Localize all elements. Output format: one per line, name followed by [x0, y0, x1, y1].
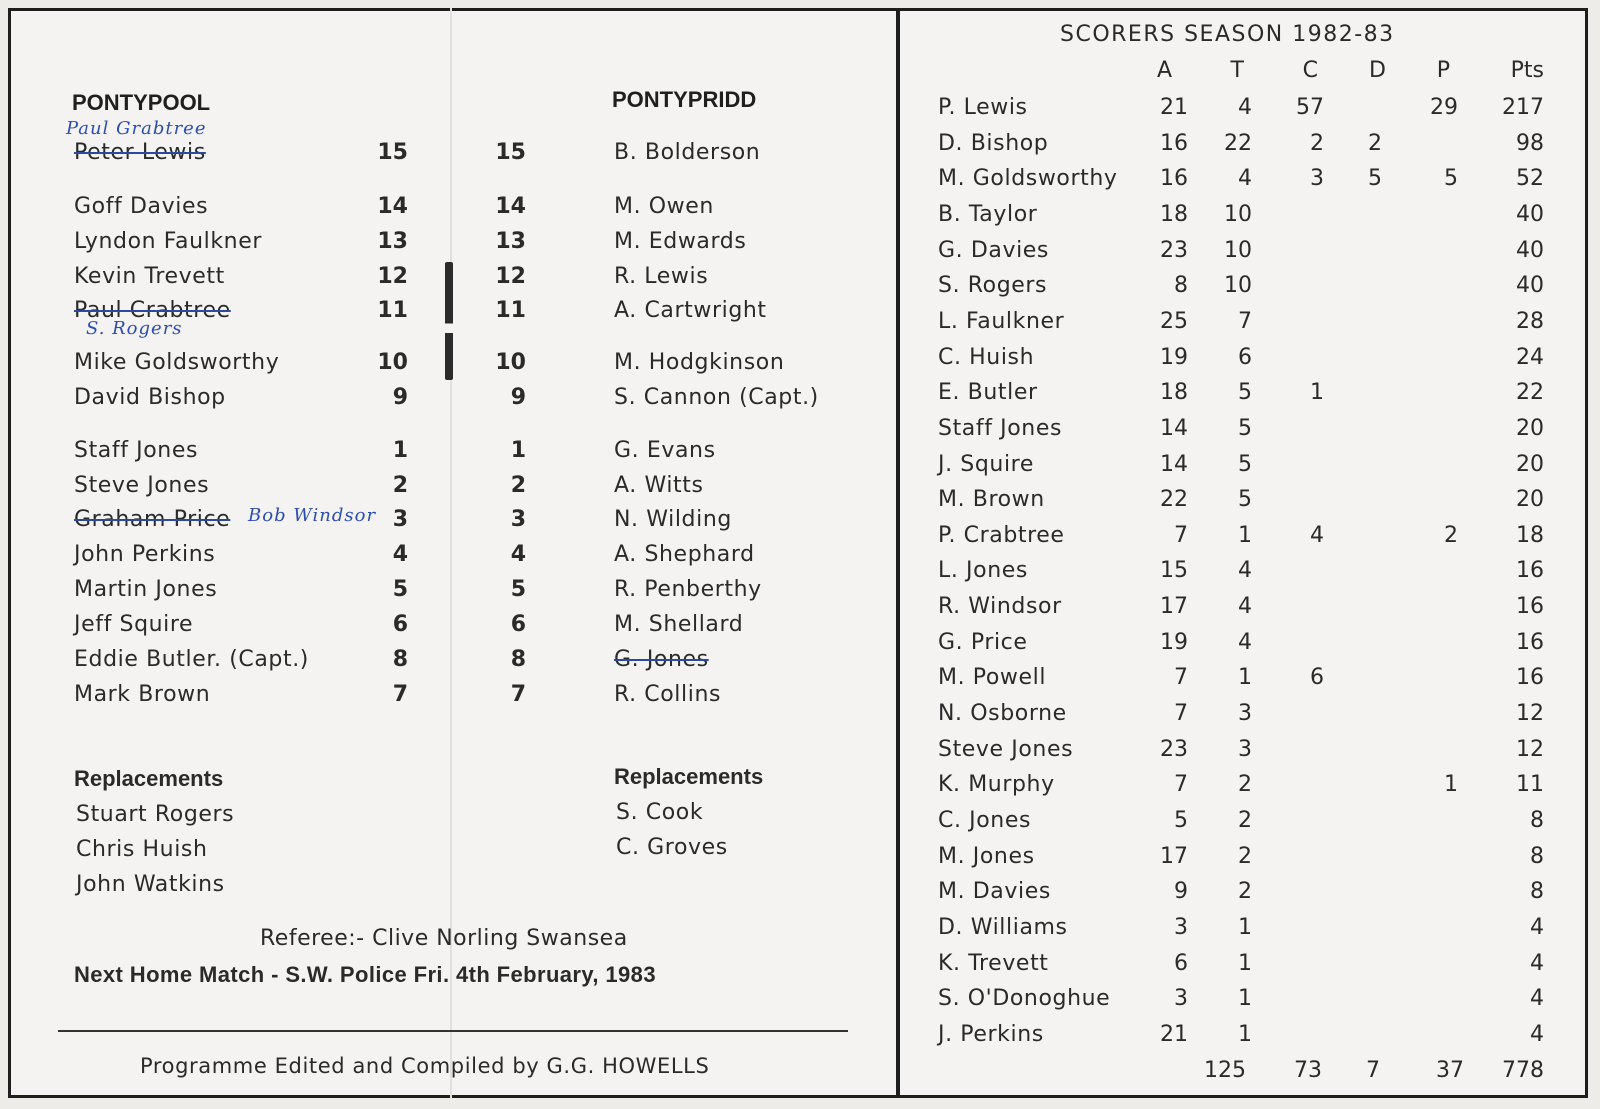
scorer-t-value: 2 [1238, 844, 1252, 869]
scorer-a-value: 17 [1160, 594, 1188, 619]
away-player-number: 5 [510, 577, 526, 602]
handwritten-substitute-note: Paul Grabtree [66, 118, 207, 139]
scorer-pts-value: 20 [1516, 487, 1544, 512]
scorer-pts-value: 12 [1516, 737, 1544, 762]
scorer-pts-value: 4 [1530, 915, 1544, 940]
away-player-name: A. Witts [614, 473, 704, 498]
home-player-name: Eddie Butler. (Capt.) [74, 647, 309, 672]
scorer-a-value: 19 [1160, 345, 1188, 370]
scorers-total-d: 37 [1436, 1058, 1464, 1083]
scorer-a-value: 16 [1160, 166, 1188, 191]
home-player-number: 7 [392, 682, 408, 707]
home-player-name: Mike Goldsworthy [74, 350, 280, 375]
scorer-pts-value: 16 [1516, 558, 1544, 583]
home-player-number: 5 [392, 577, 408, 602]
scorer-a-value: 22 [1160, 487, 1188, 512]
scorer-p-value: 5 [1444, 166, 1458, 191]
home-player-number: 9 [392, 385, 408, 410]
away-player-name: M. Hodgkinson [614, 350, 785, 375]
home-player-name: Martin Jones [74, 577, 218, 602]
away-player-number: 11 [495, 298, 526, 323]
scorer-pts-value: 28 [1516, 309, 1544, 334]
away-replacement-name: S. Cook [616, 800, 704, 825]
scorer-d-value: 5 [1368, 166, 1382, 191]
home-player-number: 6 [392, 612, 408, 637]
scorer-a-value: 18 [1160, 202, 1188, 227]
scorer-a-value: 15 [1160, 558, 1188, 583]
next-home-match: Next Home Match - S.W. Police Fri. 4th February, 1983 [74, 962, 656, 987]
handwritten-substitute-note: Bob Windsor [248, 505, 377, 526]
scorer-pts-value: 8 [1530, 844, 1544, 869]
scorer-t-value: 10 [1224, 273, 1252, 298]
scorer-name: K. Trevett [938, 951, 1049, 976]
scorer-name: S. O'Donoghue [938, 986, 1111, 1011]
away-player-name: N. Wilding [614, 507, 732, 532]
away-team-title: PONTYPRIDD [612, 87, 757, 112]
home-team-title: PONTYPOOL [72, 90, 211, 115]
scorer-a-value: 25 [1160, 309, 1188, 334]
handwritten-substitute-note: S. Rogers [86, 318, 183, 339]
home-replacements-title: Replacements [74, 766, 224, 791]
away-replacements-title: Replacements [614, 764, 764, 789]
scorer-t-value: 4 [1238, 630, 1252, 655]
home-player-name: Jeff Squire [74, 612, 194, 637]
scorer-c-value: 6 [1310, 665, 1324, 690]
scorers-column-header: D [1369, 58, 1386, 83]
scorers-column-header: A [1156, 58, 1172, 83]
scorer-t-value: 4 [1238, 95, 1252, 120]
home-player-number: 14 [377, 194, 408, 219]
scorer-pts-value: 16 [1516, 594, 1544, 619]
scorer-a-value: 16 [1160, 131, 1188, 156]
away-replacement-name: C. Groves [616, 835, 728, 860]
home-player-number: 11 [377, 298, 408, 323]
programme-credit: Programme Edited and Compiled by G.G. HOWELLS [140, 1054, 710, 1078]
scorer-a-value: 7 [1174, 701, 1188, 726]
away-player-name: G. Evans [614, 438, 716, 463]
away-player-number: 14 [495, 194, 526, 219]
away-player-name: M. Owen [614, 194, 714, 219]
scorer-t-value: 2 [1238, 808, 1252, 833]
scorer-a-value: 7 [1174, 523, 1188, 548]
away-player-number: 3 [510, 507, 526, 532]
home-player-number: 8 [392, 647, 408, 672]
scorer-a-value: 7 [1174, 772, 1188, 797]
scorer-pts-value: 40 [1516, 273, 1544, 298]
scorer-t-value: 1 [1238, 1022, 1252, 1047]
referee-line: Referee:- Clive Norling Swansea [260, 926, 628, 951]
away-player-name: R. Collins [614, 682, 722, 707]
scorer-pts-value: 40 [1516, 202, 1544, 227]
home-replacement-name: John Watkins [76, 872, 225, 897]
home-replacement-name: Stuart Rogers [76, 802, 235, 827]
scorer-name: R. Windsor [938, 594, 1062, 619]
panel-divider [896, 8, 900, 1098]
scorer-pts-value: 20 [1516, 452, 1544, 477]
home-player-name: David Bishop [74, 385, 226, 410]
home-player-name: Goff Davies [74, 194, 209, 219]
scorers-column-header: P [1436, 58, 1450, 83]
scorer-name: M. Jones [938, 844, 1035, 869]
home-replacement-name: Chris Huish [76, 837, 208, 862]
scorer-t-value: 4 [1238, 594, 1252, 619]
scorer-a-value: 14 [1160, 416, 1188, 441]
home-player-number: 12 [377, 264, 408, 289]
scorers-column-header: T [1230, 58, 1244, 83]
scorer-c-value: 3 [1310, 166, 1324, 191]
home-player-name: Graham Price [74, 507, 231, 532]
scorer-c-value: 4 [1310, 523, 1324, 548]
home-player-number: 4 [392, 542, 408, 567]
scorer-a-value: 3 [1174, 986, 1188, 1011]
home-player-name: Steve Jones [74, 473, 210, 498]
away-player-number: 15 [495, 140, 526, 165]
scorer-a-value: 21 [1160, 1022, 1188, 1047]
scorer-t-value: 2 [1238, 772, 1252, 797]
away-player-number: 2 [510, 473, 526, 498]
scorer-pts-value: 11 [1516, 772, 1544, 797]
scorer-pts-value: 4 [1530, 1022, 1544, 1047]
scorer-name: M. Brown [938, 487, 1045, 512]
scorer-name: J. Perkins [938, 1022, 1044, 1047]
scorer-pts-value: 52 [1516, 166, 1544, 191]
away-player-name: S. Cannon (Capt.) [614, 385, 819, 410]
scorers-total-c: 7 [1366, 1058, 1380, 1083]
scorer-pts-value: 16 [1516, 630, 1544, 655]
scorer-pts-value: 8 [1530, 879, 1544, 904]
scorer-pts-value: 16 [1516, 665, 1544, 690]
scorer-pts-value: 4 [1530, 986, 1544, 1011]
staple [445, 262, 453, 380]
scorer-t-value: 5 [1238, 416, 1252, 441]
scorer-name: G. Davies [938, 238, 1049, 263]
away-player-name: B. Bolderson [614, 140, 761, 165]
away-player-number: 10 [495, 350, 526, 375]
scorer-t-value: 10 [1224, 202, 1252, 227]
away-player-name: A. Cartwright [614, 298, 767, 323]
scorer-c-value: 57 [1296, 95, 1324, 120]
scorer-name: P. Crabtree [938, 523, 1065, 548]
scorer-name: D. Williams [938, 915, 1068, 940]
scorer-name: G. Price [938, 630, 1028, 655]
scorer-a-value: 8 [1174, 273, 1188, 298]
scorers-column-header: C [1302, 58, 1318, 83]
scorer-t-value: 10 [1224, 238, 1252, 263]
scorers-total-pts: 778 [1502, 1058, 1544, 1083]
home-player-name: Kevin Trevett [74, 264, 225, 289]
scorer-a-value: 5 [1174, 808, 1188, 833]
scorer-t-value: 4 [1238, 166, 1252, 191]
scorer-t-value: 1 [1238, 915, 1252, 940]
scorer-name: M. Goldsworthy [938, 166, 1118, 191]
scorer-a-value: 6 [1174, 951, 1188, 976]
away-player-number: 8 [510, 647, 526, 672]
scorers-total-t: 73 [1294, 1058, 1322, 1083]
scorer-c-value: 2 [1310, 131, 1324, 156]
scorer-pts-value: 98 [1516, 131, 1544, 156]
scorer-t-value: 2 [1238, 879, 1252, 904]
away-player-number: 6 [510, 612, 526, 637]
scorer-pts-value: 217 [1502, 95, 1544, 120]
scorer-pts-value: 40 [1516, 238, 1544, 263]
home-player-name: Peter Lewis [74, 140, 206, 165]
scorer-name: J. Squire [938, 452, 1034, 477]
away-player-number: 12 [495, 264, 526, 289]
scorer-pts-value: 20 [1516, 416, 1544, 441]
scorer-name: S. Rogers [938, 273, 1048, 298]
scorer-name: K. Murphy [938, 772, 1055, 797]
scorer-pts-value: 22 [1516, 380, 1544, 405]
away-player-number: 1 [510, 438, 526, 463]
scorer-t-value: 22 [1224, 131, 1252, 156]
scorer-t-value: 6 [1238, 345, 1252, 370]
away-player-number: 9 [510, 385, 526, 410]
scorer-pts-value: 4 [1530, 951, 1544, 976]
scorer-t-value: 1 [1238, 986, 1252, 1011]
scorer-t-value: 5 [1238, 487, 1252, 512]
away-player-number: 4 [510, 542, 526, 567]
scorer-name: M. Powell [938, 665, 1047, 690]
scorer-name: M. Davies [938, 879, 1051, 904]
scorer-t-value: 3 [1238, 701, 1252, 726]
away-player-number: 7 [510, 682, 526, 707]
scorer-name: L. Faulkner [938, 309, 1065, 334]
home-player-number: 2 [392, 473, 408, 498]
scorer-t-value: 1 [1238, 665, 1252, 690]
scorer-pts-value: 18 [1516, 523, 1544, 548]
scorer-name: Staff Jones [938, 416, 1063, 441]
scorer-name: E. Butler [938, 380, 1038, 405]
scorers-total-a: 125 [1204, 1058, 1246, 1083]
away-player-name: M. Edwards [614, 229, 747, 254]
scorer-a-value: 21 [1160, 95, 1188, 120]
scorer-pts-value: 8 [1530, 808, 1544, 833]
away-player-name: A. Shephard [614, 542, 755, 567]
home-player-name: Staff Jones [74, 438, 199, 463]
away-player-name: R. Penberthy [614, 577, 762, 602]
scorer-p-value: 29 [1430, 95, 1458, 120]
credit-divider [58, 1030, 848, 1032]
scorers-title: SCORERS SEASON 1982-83 [1060, 22, 1395, 47]
scorer-p-value: 2 [1444, 523, 1458, 548]
home-player-number: 10 [377, 350, 408, 375]
scorer-name: B. Taylor [938, 202, 1038, 227]
scorer-t-value: 5 [1238, 452, 1252, 477]
home-player-name: John Perkins [74, 542, 216, 567]
away-player-name: M. Shellard [614, 612, 744, 637]
away-player-name: G. Jones [614, 647, 709, 672]
home-player-number: 13 [377, 229, 408, 254]
scorer-a-value: 23 [1160, 238, 1188, 263]
scorer-name: N. Osborne [938, 701, 1067, 726]
scorer-name: P. Lewis [938, 95, 1028, 120]
scorer-p-value: 1 [1444, 772, 1458, 797]
away-player-name: R. Lewis [614, 264, 709, 289]
home-player-number: 1 [392, 438, 408, 463]
home-player-number: 15 [377, 140, 408, 165]
home-player-name: Lyndon Faulkner [74, 229, 262, 254]
scorer-a-value: 18 [1160, 380, 1188, 405]
scorer-a-value: 3 [1174, 915, 1188, 940]
scorer-pts-value: 24 [1516, 345, 1544, 370]
scorer-t-value: 5 [1238, 380, 1252, 405]
scorer-t-value: 1 [1238, 523, 1252, 548]
scorer-a-value: 19 [1160, 630, 1188, 655]
home-player-name: Mark Brown [74, 682, 211, 707]
scorer-pts-value: 12 [1516, 701, 1544, 726]
scorer-a-value: 14 [1160, 452, 1188, 477]
scorer-name: L. Jones [938, 558, 1028, 583]
scorer-name: D. Bishop [938, 131, 1049, 156]
home-player-name: Paul Crabtree [74, 298, 231, 323]
scorer-t-value: 7 [1238, 309, 1252, 334]
scorer-name: Steve Jones [938, 737, 1074, 762]
scorers-column-header: Pts [1510, 58, 1544, 83]
scorer-t-value: 4 [1238, 558, 1252, 583]
scorer-a-value: 17 [1160, 844, 1188, 869]
scorer-d-value: 2 [1368, 131, 1382, 156]
scorer-t-value: 1 [1238, 951, 1252, 976]
scorer-a-value: 9 [1174, 879, 1188, 904]
home-player-number: 3 [392, 507, 408, 532]
scorer-a-value: 23 [1160, 737, 1188, 762]
away-player-number: 13 [495, 229, 526, 254]
scorer-t-value: 3 [1238, 737, 1252, 762]
scorer-c-value: 1 [1310, 380, 1324, 405]
scorer-a-value: 7 [1174, 665, 1188, 690]
scorer-name: C. Jones [938, 808, 1032, 833]
scorer-name: C. Huish [938, 345, 1035, 370]
